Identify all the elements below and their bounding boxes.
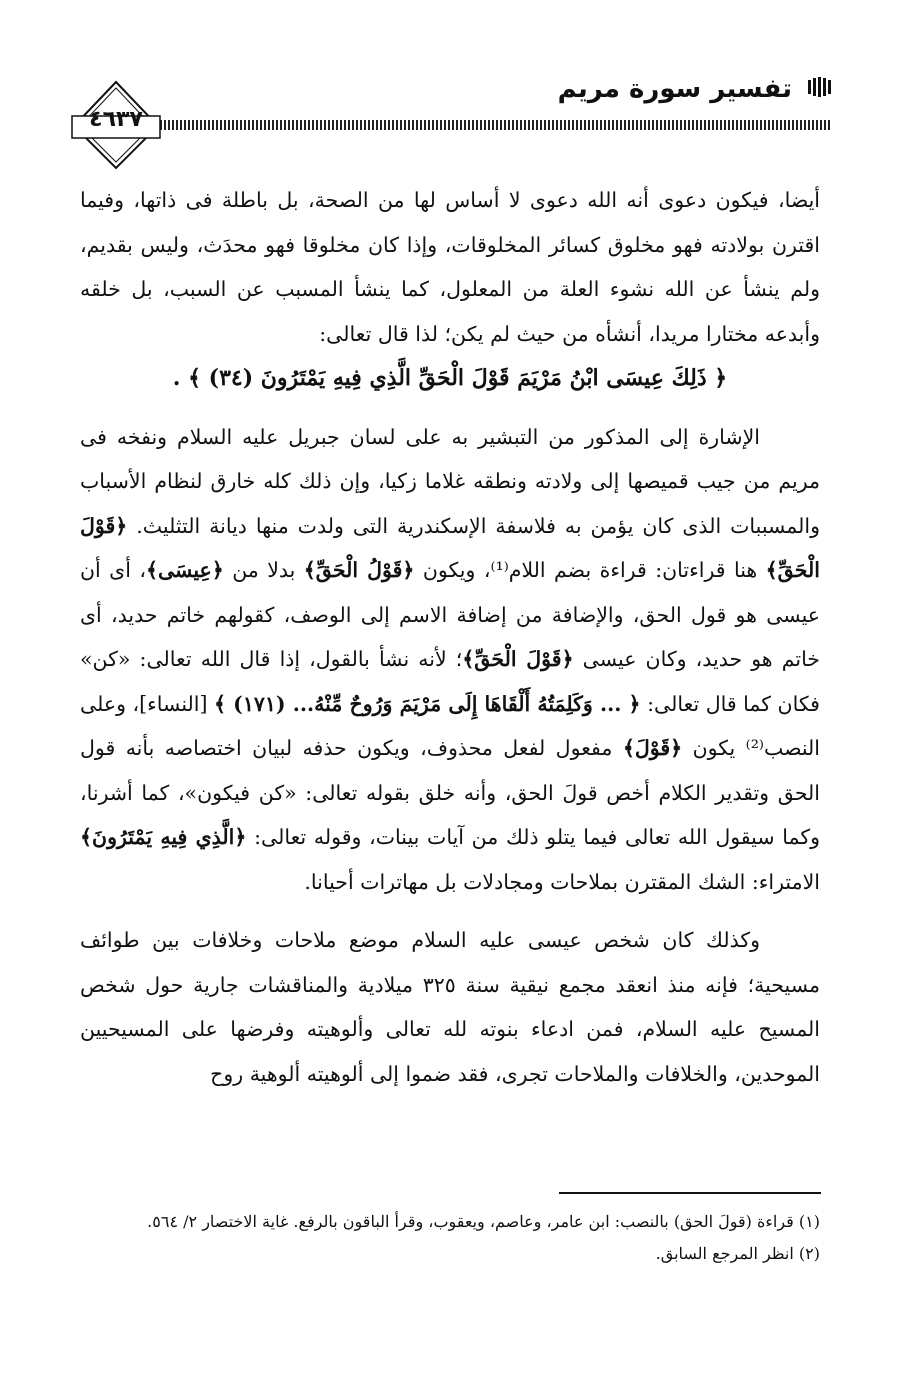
text-run: مفعول لفعل محذوف، ويكون حذفه لبيان اختصاصه بأنه قول الحق وتقدير الكلام أخص قولَ الحق، وأنه خلق بقوله تعالى: «كن فيكون»، كما أشرنا، وكما سيقول الله تعالى فيما يتلو ذلك من آيات بينات، وقوله تعالى: — [80, 736, 820, 849]
text-run: بدلا من — [232, 558, 296, 582]
text-run: ، أى أن عيسى هو قول الحق، والإضافة من إضافة الاسم إلى الوصف، كقولهم خاتم حديد، أى خاتم هو حديد، وكان عيسى — [80, 558, 820, 671]
text-run: الإشارة إلى المذكور من التبشير به على لسان جبريل عليه السلام ونفخه فى مريم من جيب قميصها إلى ولادته ونطقه غلاما زكيا، وإن ذلك كله خارق لنظام الأسباب والمسببات الذى كان يؤمن به فلاسفة الإسكندرية التى ولدت منها ديانة التثليث. — [80, 424, 820, 538]
page-header — [70, 58, 840, 168]
quran-quote: ﴿قَوْلَ﴾ — [622, 736, 683, 760]
paragraph-1: أيضا، فيكون دعوى أنه الله دعوى لا أساس لها من الصحة، بل باطلة فى ذاتها، وفيما اقترن بولادته فهو مخلوق كسائر المخلوقات، وإذا كان مخلوقا فهو محدَث، وليس بقديم، ولم ينشأ عن الله نشوء العلة من المعلول، كما ينشأ المسبب عن السبب، بل خلقه وأبدعه مختارا مريدا، أنشأه من حيث لم يكن؛ لذا قال تعالى: — [80, 188, 820, 346]
paragraph-3: وكذلك كان شخص عيسى عليه السلام موضع ملاحات وخلافات بين طوائف مسيحية؛ فإنه منذ انعقد مجمع نيقية سنة ٣٢٥ ميلادية والمناقشات جارية حول شخص المسيح عليه السلام، فمن ادعاء بنوته لله تعالى وألوهيته وفرضها على المسيحيين الموحدين، والخلافات والملاحات تجرى، فقد ضموا إلى ألوهيته ألوهية روح — [80, 928, 820, 1086]
footnote-divider — [559, 1192, 821, 1194]
footnote-2: (٢) انظر المرجع السابق. — [655, 1244, 820, 1263]
quran-quote: ﴿ ... وَكَلِمَتُهُ أَلْقَاهَا إِلَى مَرْيَمَ وَرُوحٌ مِّنْهُ... (١٧١) ﴾ — [214, 691, 641, 716]
quran-quote: ﴿قَوْلَ الْحَقِّ﴾ — [80, 513, 820, 582]
quran-quote: ﴿قَوْلَ الْحَقِّ﴾ — [462, 647, 574, 671]
quran-verse: ﴿ ذَلِكَ عِيسَى ابْنُ مَرْيَمَ قَوْلَ الْحَقِّ الَّذِي فِيهِ يَمْتَرُونَ (٣٤) ﴾ . — [172, 365, 728, 391]
quran-quote: ﴿قَوْلُ الْحَقِّ﴾ — [303, 558, 415, 582]
running-title: تفسير سورة مريم — [557, 74, 792, 104]
main-text — [80, 178, 820, 1096]
text-run: ؛ لأنه نشأ بالقول، إذا قال الله تعالى: «كن» فكان كما قال تعالى: — [80, 647, 820, 716]
footnote-1: (١) قراءة (قولَ الحق) بالنصب: ابن عامر، وعاصم، ويعقوب، وقرأ الباقون بالرفع. غاية الاختصار ٢/ ٥٦٤. — [147, 1212, 820, 1231]
paragraph-2 — [80, 415, 820, 905]
text-run: الامتراء: الشك المقترن بملاحات ومجادلات بل مهاترات أحيانا. — [304, 869, 820, 894]
footnotes — [80, 1206, 820, 1270]
header-ornament-icon — [806, 76, 832, 98]
text-run: [النساء]، وعلى النصب⁽²⁾ يكون — [80, 691, 820, 760]
quran-quote: ﴿الَّذِي فِيهِ يَمْتَرُونَ﴾ — [80, 825, 247, 849]
quran-quote: ﴿عِيسَى﴾ — [145, 558, 224, 582]
header-rule — [160, 120, 832, 130]
page-number: ٤٦٣٧ — [89, 107, 143, 132]
text-run: هنا قراءتان: قراءة بضم اللام⁽¹⁾، ويكون — [422, 558, 758, 582]
